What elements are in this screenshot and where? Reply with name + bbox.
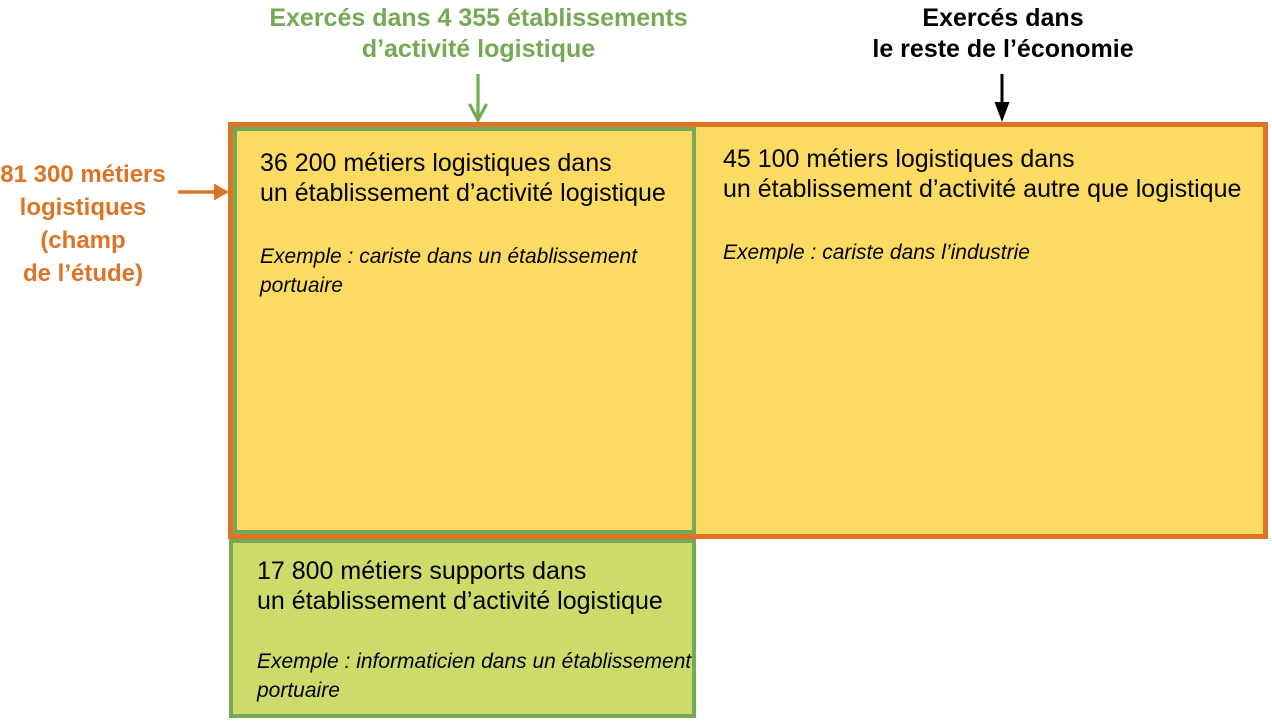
box-support-title-line2: un établissement d’activité logistique [257,587,663,615]
box-logistics-in-logistics-title-line1: 36 200 métiers logistiques dans [260,149,612,177]
box-logistics-jobs-in-logistics [233,127,696,534]
box-logistics-in-logistics-example-line1: Exemple : cariste dans un établissement [260,245,638,268]
box-logistics-elsewhere-example-line1: Exemple : cariste dans l’industrie [723,241,1030,264]
box-logistics-elsewhere-title-line2: un établissement d’activité autre que logistique [723,175,1242,203]
down-arrow-black-icon [991,74,1013,122]
box-title [260,148,686,208]
box-support-title-line1: 17 800 métiers supports dans [257,557,587,585]
box-logistics-jobs-elsewhere [696,127,1263,534]
annotation-study-scope [0,158,171,290]
box-support-jobs [229,539,696,718]
box-example [257,647,692,705]
box-example [723,238,1257,267]
box-title [257,556,686,616]
box-title [723,144,1257,204]
annotation-rest-of-economy-line1: Exercés dans [922,4,1084,32]
annotation-study-scope-line3: (champ [40,227,126,254]
main-box-logistics-jobs [228,122,1268,539]
box-logistics-in-logistics-example-line2: portuaire [260,274,343,297]
annotation-study-scope-line1: 81 300 métiers [0,161,166,188]
box-support-example-line2: portuaire [257,679,340,702]
box-logistics-elsewhere-title-line1: 45 100 métiers logistiques dans [723,145,1075,173]
annotation-rest-of-economy-line2: le reste de l’économie [872,35,1134,63]
right-arrow-orange-icon [178,181,229,203]
annotation-logistic-establishments-line1: Exercés dans 4 355 établissements [269,4,688,32]
box-example [260,242,686,300]
annotation-logistic-establishments-line2: d’activité logistique [361,35,596,63]
down-arrow-green-icon [467,74,489,122]
annotation-logistic-establishments [230,3,727,65]
annotation-study-scope-line4: de l’étude) [22,260,143,287]
box-support-example-line1: Exemple : informaticien dans un établissement [257,650,692,673]
annotation-study-scope-line2: logistiques [19,194,147,221]
box-logistics-in-logistics-title-line2: un établissement d’activité logistique [260,179,666,207]
annotation-rest-of-economy [800,3,1206,65]
